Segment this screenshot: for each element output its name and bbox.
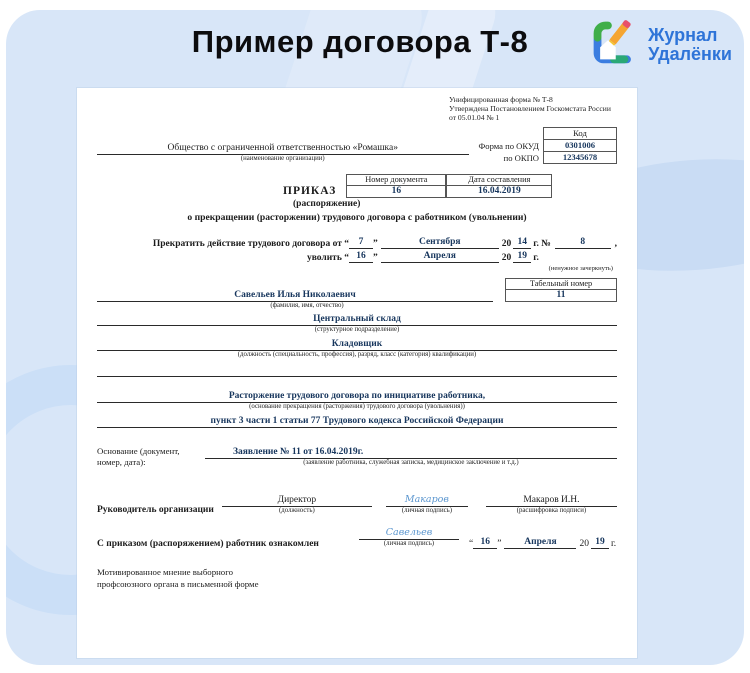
personnel-number-header: Табельный номер	[505, 278, 617, 290]
logo-text	[648, 26, 732, 64]
reason-line2: пункт 3 части 1 статьи 77 Трудового кодекса Российской Федерации	[97, 416, 617, 428]
terminate-label2: уволить “	[306, 252, 349, 263]
head-signature: Макаров	[386, 494, 468, 507]
okud-label: Форма по ОКУД	[478, 140, 539, 151]
okpo-label: по ОКПО	[503, 152, 539, 163]
ack-g-label: г.	[610, 538, 617, 549]
terminate-month2: Апреля	[381, 251, 499, 263]
order-number-value: 16	[346, 185, 446, 198]
form-info-line1: Унифицированная форма № Т-8	[449, 95, 553, 104]
brand-logo	[588, 16, 732, 73]
organization-block	[97, 127, 479, 164]
basis-caption: (заявление работника, служебная записка, медицинское заключение и т.д.)	[303, 459, 519, 467]
head-signature-label: Руководитель организации	[97, 505, 214, 516]
okpo-value: 12345678	[543, 152, 617, 164]
terminate-year1: 14	[513, 237, 531, 249]
terminate-line2	[97, 251, 617, 263]
head-position-block	[222, 495, 372, 515]
order-title-col	[283, 174, 346, 198]
union-note-line2: профсоюзного органа в письменной форме	[97, 578, 259, 589]
head-sign-caption: (личная подпись)	[401, 506, 452, 514]
head-name: Макаров И.Н.	[486, 495, 617, 507]
organization-name: Общество с ограниченной ответственностью «Ромашка»	[97, 143, 469, 155]
strike-note: (ненужное зачеркнуть)	[548, 264, 613, 272]
head-signature-row	[97, 494, 617, 515]
basis-value-block	[205, 447, 617, 467]
order-header	[283, 174, 617, 198]
ack-day: 16	[473, 537, 497, 549]
basis-label	[97, 446, 205, 468]
head-name-caption: (расшифровка подписи)	[516, 506, 587, 514]
personnel-number-table	[505, 278, 617, 302]
quote-close: ”	[373, 238, 378, 249]
reason-block	[97, 391, 617, 427]
quote-close: ”	[373, 252, 378, 263]
century-prefix: 20	[501, 238, 512, 249]
page-title: Пример договора Т-8	[191, 24, 529, 59]
ack-signature: Савельев	[359, 527, 459, 540]
acknowledgement-row	[97, 527, 617, 548]
empty-line	[97, 365, 617, 377]
position-caption: (должность (специальность, профессия), разряд, класс (категория) квалификации)	[237, 350, 477, 358]
department-value: Центральный склад	[97, 314, 617, 326]
okud-code-table	[479, 127, 617, 164]
union-note-line1: Мотивированное мнение выборного	[97, 566, 233, 577]
basis-label-line1: Основание (документ,	[97, 445, 180, 456]
employee-name: Савельев Илья Николаевич	[97, 290, 493, 302]
union-note	[97, 567, 617, 591]
order-number-table	[346, 174, 552, 198]
logo-house-pencil-icon	[588, 16, 640, 73]
logo-text-line2: Удалёнки	[648, 43, 732, 64]
head-name-block	[486, 495, 617, 515]
document-card	[77, 88, 637, 658]
ack-month: Апреля	[504, 537, 576, 549]
head-position-caption: (должность)	[279, 506, 315, 514]
ack-sign-caption: (личная подпись)	[383, 540, 435, 548]
department-caption: (структурное подразделение)	[314, 326, 400, 334]
order-about: о прекращении (расторжении) трудового договора с работником (увольнении)	[187, 211, 527, 223]
order-number-header: Номер документа	[346, 174, 446, 185]
ack-date	[469, 537, 616, 549]
basis-value: Заявление № 11 от 16.04.2019г.	[205, 447, 617, 459]
position-value: Кладовщик	[97, 339, 617, 351]
order-date-header: Дата составления	[446, 174, 552, 185]
reason-line1: Расторжение трудового договора по инициативе работника,	[97, 391, 617, 403]
code-header-cell: Код	[543, 127, 617, 140]
organization-caption: (наименование организации)	[240, 155, 325, 163]
head-sign-block	[386, 494, 468, 515]
basis-row	[97, 446, 617, 468]
terminate-day2: 16	[349, 251, 373, 263]
order-title: ПРИКАЗ	[283, 184, 337, 197]
ack-year: 19	[591, 537, 609, 549]
century-prefix: 20	[501, 252, 512, 263]
quote-close: ”	[497, 538, 502, 549]
terminate-line1	[97, 237, 617, 249]
employee-row	[97, 278, 617, 302]
form-info-block	[449, 96, 617, 123]
reason-caption: (основание прекращения (расторжения) трудового договора (увольнения))	[249, 403, 465, 411]
terminate-order-num: 8	[555, 237, 611, 249]
ack-label: С приказом (распоряжением) работник ознакомлен	[97, 538, 319, 549]
terminate-year2: 19	[513, 251, 531, 263]
terminate-day1: 7	[349, 237, 373, 249]
employee-caption: (фамилия, имя, отчество)	[270, 301, 344, 309]
header-row	[97, 127, 617, 164]
ack-century: 20	[579, 538, 589, 549]
form-info-line3: от 05.01.04 № 1	[449, 112, 500, 122]
order-subtitle: (распоряжение)	[293, 198, 361, 209]
terminate-month1: Сентября	[381, 237, 499, 249]
terminate-label1: Прекратить действие трудового договора от “	[152, 238, 349, 249]
employee-name-block	[97, 278, 505, 302]
personnel-number-value: 11	[505, 290, 617, 302]
g-no-label: г. №	[533, 238, 551, 249]
g-label: г.	[533, 252, 539, 263]
okud-value: 0301006	[543, 140, 617, 152]
basis-label-line2: номер, дата):	[97, 456, 146, 467]
head-position: Директор	[222, 495, 372, 507]
logo-text-line1: Журнал	[648, 24, 718, 45]
quote-open: “	[469, 538, 474, 549]
okud-spacer	[479, 127, 543, 140]
comma: ,	[614, 238, 617, 249]
order-date-value: 16.04.2019	[446, 185, 552, 198]
form-info-line2: Утверждена Постановлением Госкомстата России	[449, 103, 611, 113]
ack-sign-block	[359, 527, 459, 548]
